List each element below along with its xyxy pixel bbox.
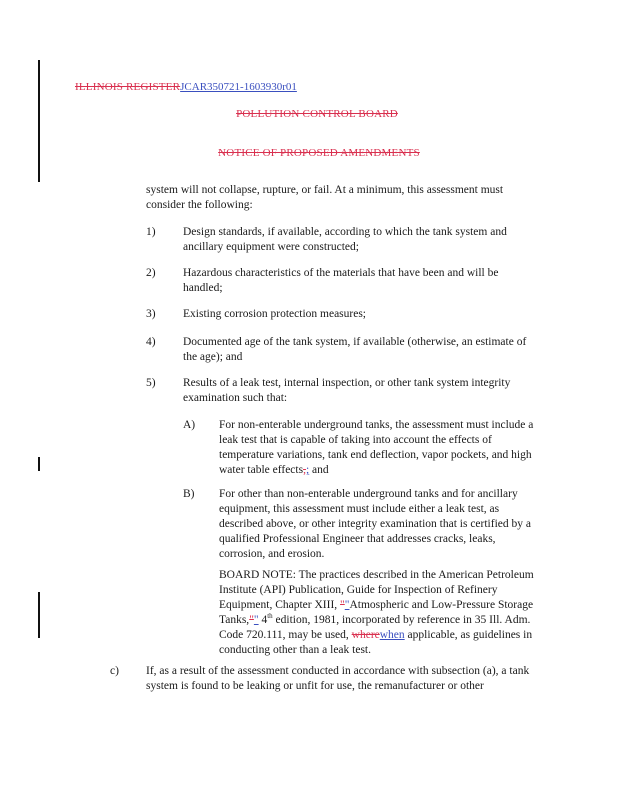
board-note [219, 568, 544, 658]
item-3-number: 3) [146, 308, 156, 320]
item-3-text: Existing corrosion protection measures; [183, 308, 367, 320]
sub-a-body: For non-enterable underground tanks, the assessment must include a leak test that is capable of taking into account the effects of temperature variations, tank end deflection, vapor pockets, and high water table effects [219, 419, 534, 476]
note-word-inserted: when [379, 629, 405, 641]
note-part-5: applicable, as guidelines in conducting other than a leak test. [219, 629, 533, 656]
note-part-4: edition, 1981, incorporated by reference in 35 Ill. Adm. Code 720.111, may be used, [219, 614, 531, 641]
register-title: ILLINOIS REGISTER [75, 81, 181, 93]
section-c-label: c) [110, 665, 119, 677]
note-word-deleted: where [351, 629, 380, 641]
note-quote-ins-1: " [344, 599, 350, 611]
revision-bar-2 [38, 457, 40, 471]
note-part-1: BOARD NOTE: The practices described in the American Petroleum Institute (API) Publication, Guide for Inspection of Refinery Equipment, Chapter XIII, [219, 569, 534, 611]
note-part-3: 4 [258, 614, 268, 626]
sub-a-label: A) [183, 419, 196, 431]
item-5-text: Results of a leak test, internal inspection, or other tank system integrity examination such that: [183, 377, 511, 404]
revision-bar-3 [38, 592, 40, 638]
sub-b-label: B) [183, 488, 195, 500]
section-c-text: If, as a result of the assessment conducted in accordance with subsection (a), a tank system is found to be leaking or unfit for use, the remanufacturer or other [146, 665, 530, 692]
sub-a-inserted-semicolon: ; [305, 464, 310, 476]
sub-a-deleted-comma: , [303, 464, 306, 476]
note-quote-del-1: " [340, 599, 345, 611]
doc-id: JCAR350721-1603930r01 [180, 81, 297, 93]
sub-a-text [219, 418, 544, 478]
board-title: POLLUTION CONTROL BOARD [236, 108, 398, 120]
item-5-number: 5) [146, 377, 156, 389]
notice-title: NOTICE OF PROPOSED AMENDMENTS [218, 147, 420, 159]
item-1-number: 1) [146, 226, 156, 238]
register-header [75, 80, 297, 95]
note-quote-del-2: " [249, 614, 254, 626]
item-1-text: Design standards, if available, according to which the tank system and ancillary equipment were constructed; [183, 226, 507, 253]
intro-paragraph: system will not collapse, rupture, or fail. At a minimum, this assessment must consider the following: [146, 184, 504, 211]
note-superscript: th [267, 612, 273, 621]
item-2-number: 2) [146, 267, 156, 279]
note-part-2: Atmospheric and Low-Pressure Storage Tanks, [219, 599, 534, 626]
item-4-text: Documented age of the tank system, if available (otherwise, an estimate of the age); and [183, 336, 527, 363]
item-4-number: 4) [146, 336, 156, 348]
sub-b-text: For other than non-enterable underground tanks and for ancillary equipment, this assessment must include either a leak test, as described above, or other integrity examination that is certified by a qualified Professional Engineer that addresses cracks, leaks, corrosion, and erosion. [219, 488, 531, 560]
sub-a-tail: and [309, 464, 329, 476]
item-2-text: Hazardous characteristics of the materials that have been and will be handled; [183, 267, 499, 294]
note-quote-ins-2: " [253, 614, 259, 626]
